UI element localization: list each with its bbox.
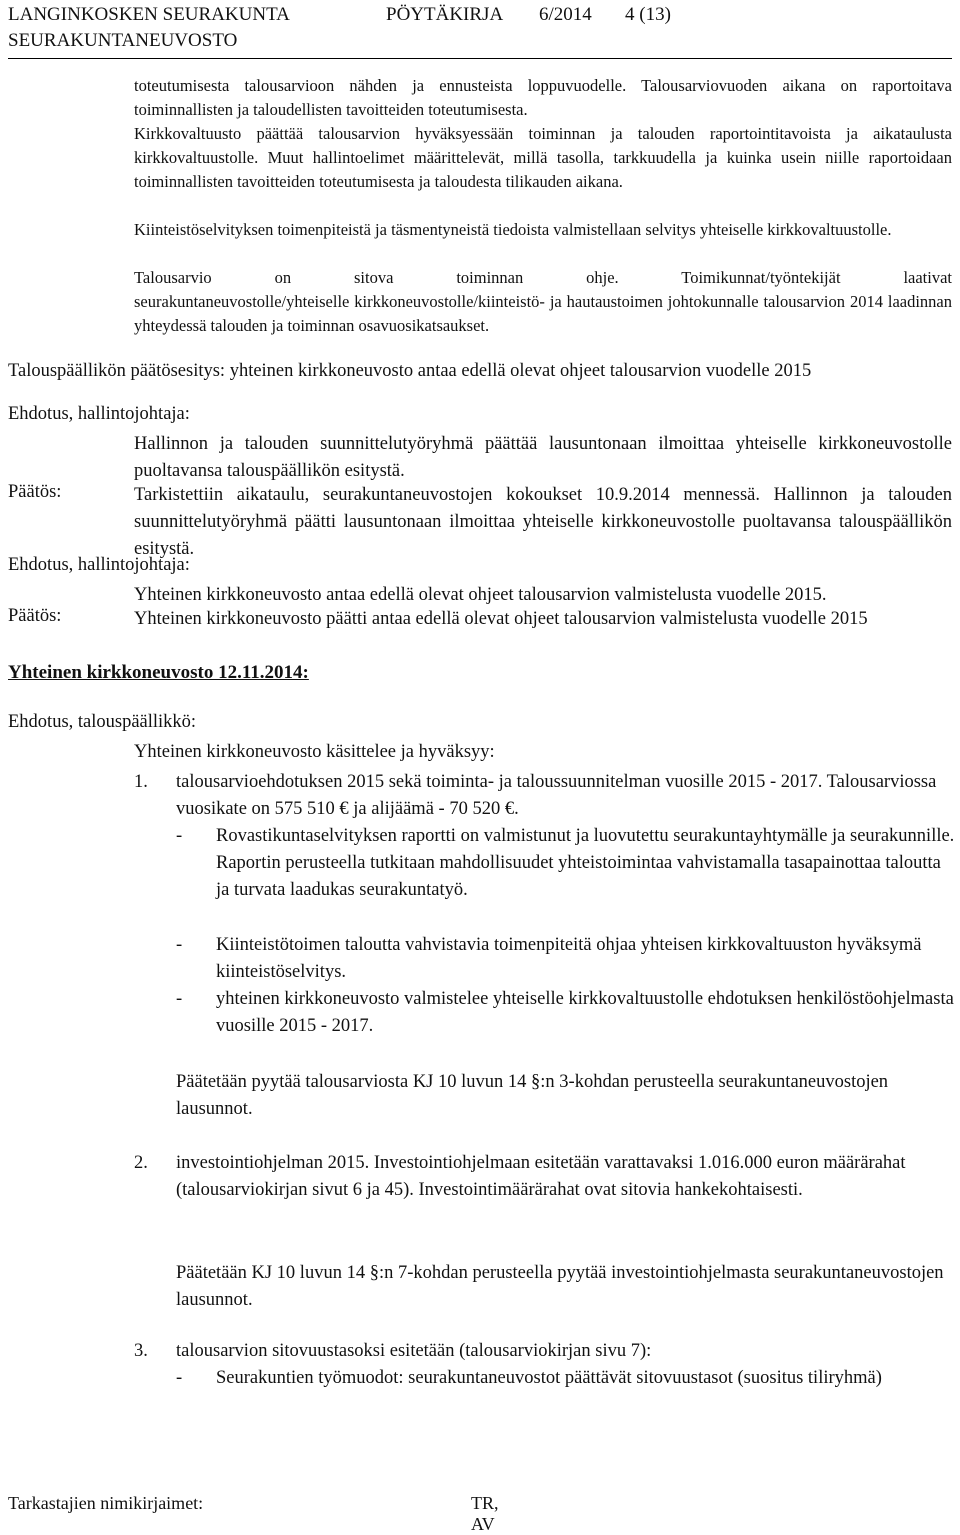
- intro-paragraph-4-rest: seurakuntaneuvostolle/yhteiselle kirkkoneuvostolle/kiinteistö- ja hautaustoimen johtokunnalle talousarvion 2014 laadinnan yhteydessä talouden ja toiminnan osavuosikatsaukset.: [134, 292, 952, 335]
- proposal-label-1: Ehdotus, hallintojohtaja:: [8, 404, 190, 424]
- bullet-dash: -: [176, 935, 183, 955]
- decision-label-1: Päätös:: [8, 482, 62, 502]
- intro-paragraph-4-line1: Talousarvio on sitova toiminnan ohje. Toimikunnat/työntekijät laativat: [134, 268, 952, 287]
- proposal-text-2: Yhteinen kirkkoneuvosto antaa edellä olevat ohjeet talousarvion valmistelusta vuodelle 2015.: [134, 585, 827, 605]
- item-2-text: investointiohjelman 2015. Investointiohjelmaan esitetään varattavaksi 1.016.000 euron määrärahat (talousarviokirjan sivut 6 ja 45). Investointimäärärahat ovat sitovia hankekohtaisesti.: [176, 1153, 906, 1200]
- item-1-bullet-3: yhteinen kirkkoneuvosto valmistelee yhteiselle kirkkovaltuustolle ehdotuksen henkilöstöohjelmasta vuosille 2015 - 2017.: [216, 989, 954, 1036]
- item-1-number: 1.: [134, 772, 148, 792]
- finance-manager-proposal: Talouspäällikön päätösesitys: yhteinen kirkkoneuvosto antaa edellä olevat ohjeet talousarvion vuodelle 2015: [8, 361, 812, 381]
- intro-paragraph-3: Kiinteistöselvityksen toimenpiteistä ja täsmentyneistä tiedoista valmistellaan selvitys yhteiselle kirkkovaltuustolle.: [134, 220, 892, 239]
- intro-paragraph-1: toteutumisesta talousarvioon nähden ja ennusteista loppuvuodelle. Talousarviovuoden aikana on raportoitava toiminnallisten ja taloudellisten tavoitteiden toteutumisesta.: [134, 76, 952, 119]
- page-footer: [8, 1493, 499, 1534]
- intro-paragraph-2: Kirkkovaltuusto päättää talousarvion hyväksyessään toiminnan ja talouden raportointitavoista ja aikataulusta kirkkovaltuustolle. Muut hallintoelimet määrittelevät, millä tasolla, tarkkuudella ja kuinka usein niille raportoidaan toiminnallisten tavoitteiden toteutumisesta ja taloudesta tilikauden aikana.: [134, 124, 952, 191]
- item-1-bullet-2: Kiinteistötoimen taloutta vahvistavia toimenpiteitä ohjaa yhteisen kirkkovaltuuston hyväksymä kiinteistöselvitys.: [216, 935, 922, 982]
- item-1-bullet-1: Rovastikuntaselvityksen raportti on valmistunut ja luovutettu seurakuntayhtymälle ja seurakunnille. Raportin perusteella tutkitaan mahdollisuudet yhteistoimintaa vahvistamalla tasapainottaa taloutta ja turvata laadukas seurakuntatyö.: [216, 826, 955, 900]
- bullet-dash: -: [176, 1368, 183, 1388]
- organization-name: LANGINKOSKEN SEURAKUNTA: [8, 4, 290, 25]
- decision-text-1: Tarkistettiin aikataulu, seurakuntaneuvostojen kokoukset 10.9.2014 mennessä. Hallinnon ja talouden suunnittelutyöryhmä päätti lausuntonaan ilmoittaa yhteiselle kirkkoneuvostolle puoltavansa talouspäällikön esitystä.: [134, 485, 952, 559]
- item-3-number: 3.: [134, 1341, 148, 1361]
- decision-text-2: Yhteinen kirkkoneuvosto päätti antaa edellä olevat ohjeet talousarvion valmistelusta vuodelle 2015: [134, 609, 868, 629]
- header-rule: [8, 58, 952, 59]
- proposal-label-3: Ehdotus, talouspäällikkö:: [8, 712, 197, 732]
- item-3-bullet-1: Seurakuntien työmuodot: seurakuntaneuvostot päättävät sitovuustasot (suositus tiliryhmä): [216, 1368, 882, 1388]
- proposal-intro: Yhteinen kirkkoneuvosto käsittelee ja hyväksyy:: [134, 742, 495, 762]
- proposal-text-1: Hallinnon ja talouden suunnittelutyöryhmä päättää lausuntonaan ilmoittaa yhteiselle kirkkoneuvostolle puoltavansa talouspäällikön esitystä.: [134, 434, 952, 481]
- body-name: SEURAKUNTANEUVOSTO: [8, 30, 238, 51]
- proposal-label-2: Ehdotus, hallintojohtaja:: [8, 555, 190, 575]
- reviewers-initials-label: Tarkastajien nimikirjaimet:: [8, 1493, 204, 1513]
- document-type: PÖYTÄKIRJA: [386, 4, 504, 25]
- item-1-text: talousarvioehdotuksen 2015 sekä toiminta- ja taloussuunnitelman vuosille 2015 - 2017. Talousarviossa vuosikate on 575 510 € ja alijäämä - 70 520 €.: [176, 772, 937, 819]
- reviewers-initials: TR, AV: [471, 1493, 499, 1534]
- page-number: 4 (13): [625, 4, 671, 25]
- item-3-text: talousarvion sitovuustasoksi esitetään (talousarviokirjan sivu 7):: [176, 1341, 652, 1361]
- decision-label-2: Päätös:: [8, 606, 62, 626]
- item-1-note: Päätetään pyytää talousarviosta KJ 10 luvun 14 §:n 3-kohdan perusteella seurakuntaneuvostojen lausunnot.: [176, 1072, 889, 1119]
- protocol-number: 6/2014: [539, 4, 592, 25]
- item-2-note: Päätetään KJ 10 luvun 14 §:n 7-kohdan perusteella pyytää investointiohjelmasta seurakuntaneuvostojen lausunnot.: [176, 1263, 944, 1310]
- page-header: [8, 2, 952, 59]
- section-heading: Yhteinen kirkkoneuvosto 12.11.2014:: [8, 662, 309, 683]
- bullet-dash: -: [176, 989, 183, 1009]
- intro-paragraph-4: [134, 266, 952, 338]
- item-2-number: 2.: [134, 1153, 148, 1173]
- bullet-dash: -: [176, 826, 183, 846]
